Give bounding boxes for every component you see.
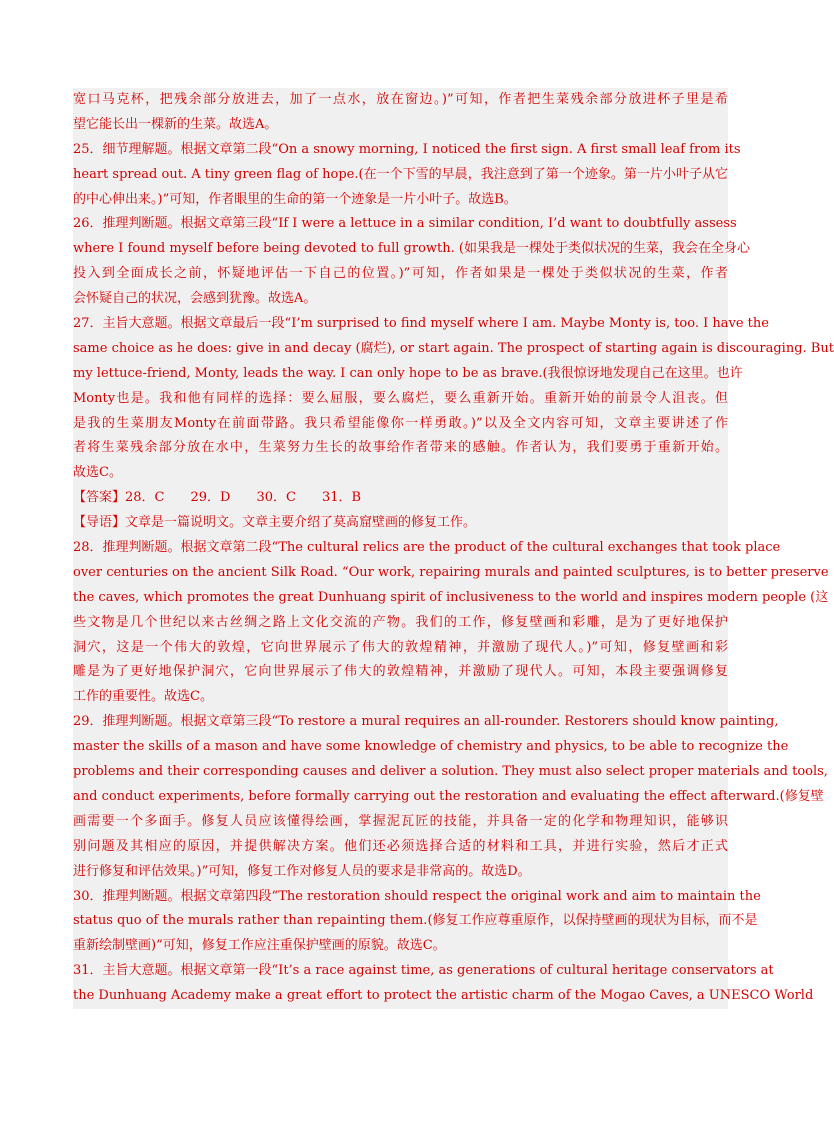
- text-line: the caves, which promotes the great Dunhuang spirit of inclusiveness to the world and inspires modern people (这: [73, 589, 829, 605]
- text-line: the Dunhuang Academy make a great effort to protect the artistic charm of the Mogao Caves, a UNESCO World: [73, 988, 814, 1004]
- text-line: where I found myself before being devoted to full growth. (如果我是一棵处于类似状况的生菜，我会在全身心: [73, 241, 750, 257]
- text-line: 者将生菜残余部分放在水中，生菜努力生长的故事给作者带来的感触。作者认为，我们要勇于重新开始。: [73, 440, 728, 456]
- text-line: problems and their corresponding causes and deliver a solution. They must also select proper materials and tools,: [73, 764, 828, 780]
- text-line: 30．推理判断题。根据文章第四段“The restoration should respect the original work and aim to maintain the: [73, 888, 761, 904]
- answer-explanation-text: [73, 88, 834, 1009]
- text-line: 【答案】28．C 29．D 30．C 31．B: [73, 490, 362, 506]
- text-line: 的中心伸出来。)”可知，作者眼里的生命的第一个迹象是一片小叶子。故选B。: [73, 191, 517, 207]
- text-line: same choice as he does: give in and decay (腐烂), or start again. The prospect of starting again is discouraging. But: [73, 340, 834, 356]
- text-line: 进行修复和评估效果。)”可知，修复工作对修复人员的要求是非常高的。故选D。: [73, 863, 531, 879]
- text-line: Monty也是。我和他有同样的选择：要么屈服，要么腐烂，要么重新开始。重新开始的前景令人沮丧。但: [73, 390, 728, 406]
- text-line: 27．主旨大意题。根据文章最后一段“I’m surprised to find myself where I am. Maybe Monty is, too. I have the: [73, 316, 769, 332]
- text-line: 是我的生菜朋友Monty在前面带路。我只希望能像你一样勇敢。)”以及全文内容可知，文章主要讲述了作: [73, 415, 728, 431]
- text-line: 别问题及其相应的原因，并提供解决方案。他们还必须选择合适的材料和工具，并进行实验，然后才正式: [73, 838, 728, 854]
- text-line: 29．推理判断题。根据文章第三段“To restore a mural requires an all-rounder. Restorers should know painting,: [73, 714, 779, 730]
- text-line: 工作的重要性。故选C。: [73, 689, 213, 705]
- text-line: 28．推理判断题。根据文章第二段“The cultural relics are the product of the cultural exchanges that took place: [73, 540, 781, 556]
- text-line: 31．主旨大意题。根据文章第一段“It’s a race against time, as generations of cultural heritage conservators at: [73, 963, 774, 979]
- text-line: 雕是为了更好地保护洞穴，它向世界展示了伟大的敦煌精神，并激励了现代人。可知，本段主要强调修复: [73, 664, 728, 680]
- text-line: 重新绘制壁画)”可知，修复工作应注重保护壁画的原貌。故选C。: [73, 938, 446, 954]
- text-line: 故选C。: [73, 465, 122, 481]
- text-line: master the skills of a mason and have some knowledge of chemistry and physics, to be able to recognize the: [73, 739, 789, 755]
- text-line: and conduct experiments, before formally carrying out the restoration and evaluating the effect afterward.(修复壁: [73, 788, 824, 804]
- text-line: 宽口马克杯，把残余部分放进去，加了一点水，放在窗边。)”可知，作者把生菜残余部分放进杯子里是希: [73, 92, 728, 107]
- text-line: 望它能长出一棵新的生菜。故选A。: [73, 116, 278, 132]
- text-line: 些文物是几个世纪以来古丝绸之路上文化交流的产物。我们的工作，修复壁画和彩雕，是为了更好地保护: [73, 614, 728, 630]
- text-line: 会怀疑自己的状况，会感到犹豫。故选A。: [73, 291, 317, 307]
- text-line: 画需要一个多面手。修复人员应该懂得绘画，掌握泥瓦匠的技能，并具备一定的化学和物理知识，能够识: [73, 813, 728, 829]
- text-line: 投入到全面成长之前，怀疑地评估一下自己的位置。)”可知，作者如果是一棵处于类似状况的生菜，作者: [73, 266, 728, 282]
- text-line: heart spread out. A tiny green flag of hope.(在一个下雪的早晨，我注意到了第一个迹象。第一片小叶子从它: [73, 166, 728, 182]
- text-line: my lettuce-friend, Monty, leads the way. I can only hope to be as brave.(我很惊讶地发现自己在这里。也许: [73, 365, 743, 381]
- text-line: 洞穴，这是一个伟大的敦煌，它向世界展示了伟大的敦煌精神，并激励了现代人。)”可知，修复壁画和彩: [73, 639, 728, 655]
- text-line: 【导语】文章是一篇说明文。文章主要介绍了莫高窟壁画的修复工作。: [73, 515, 477, 531]
- text-line: 26．推理判断题。根据文章第三段“If I were a lettuce in a similar condition, I’d want to doubtfully assess: [73, 216, 737, 232]
- text-line: 25．细节理解题。根据文章第二段“On a snowy morning, I noticed the first sign. A first small leaf from its: [73, 141, 741, 157]
- text-line: over centuries on the ancient Silk Road. “Our work, repairing murals and painted sculptures, is to better preserve: [73, 564, 829, 580]
- text-line: status quo of the murals rather than repainting them.(修复工作应尊重原作，以保持壁画的现状为目标，而不是: [73, 913, 758, 929]
